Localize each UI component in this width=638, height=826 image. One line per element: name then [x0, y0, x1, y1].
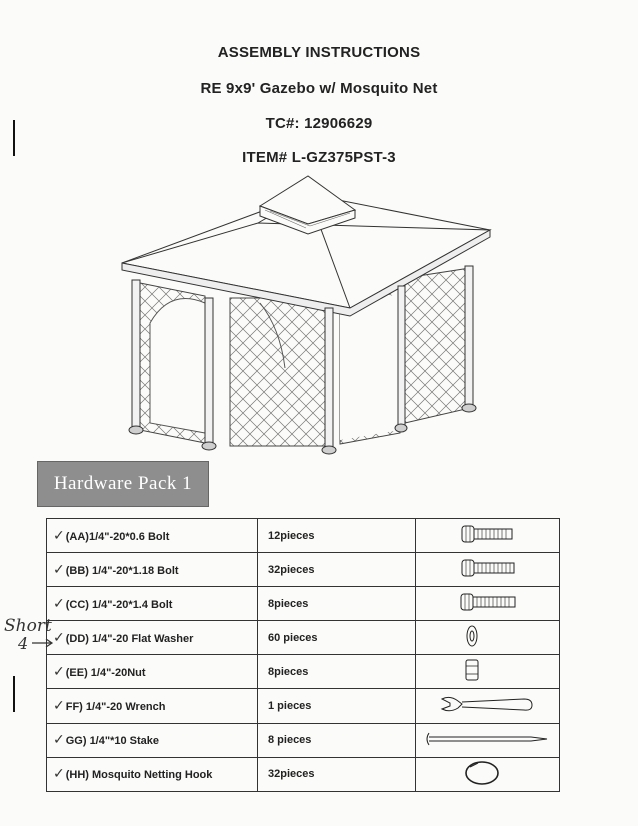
- margin-mark-top: [13, 120, 15, 156]
- medium-bolt-icon: [458, 557, 518, 579]
- stake-icon: [423, 727, 553, 751]
- gazebo-illustration: [110, 168, 500, 458]
- document-title: ASSEMBLY INSTRUCTIONS: [217, 44, 421, 61]
- hardware-pack-tab: Hardware Pack 1: [37, 461, 209, 507]
- part-quantity: 12pieces: [258, 519, 416, 553]
- table-row: [47, 621, 560, 655]
- arrow-icon: [30, 636, 54, 650]
- tc-number: TC#: 12906629: [265, 115, 373, 132]
- netting-hook-icon: [458, 759, 518, 787]
- wrench-icon: [438, 693, 538, 717]
- handwritten-note-line2: 4: [18, 634, 29, 653]
- hex-nut-icon: [458, 658, 518, 682]
- part-name: (EE) 1/4"-20Nut: [65, 666, 146, 679]
- short-bolt-icon: [458, 523, 518, 545]
- check-mark-icon: ✓: [53, 595, 65, 612]
- product-name: RE 9x9' Gazebo w/ Mosquito Net: [200, 80, 438, 97]
- part-name: (AA)1/4"-20*0.6 Bolt: [65, 530, 170, 543]
- part-name: (DD) 1/4"-20 Flat Washer: [65, 632, 194, 645]
- hardware-table: [46, 518, 560, 792]
- check-mark-icon: ✓: [53, 629, 65, 646]
- part-name: GG) 1/4"*10 Stake: [65, 735, 159, 748]
- part-quantity: 60 pieces: [258, 621, 416, 655]
- part-name: (CC) 1/4"-20*1.4 Bolt: [65, 598, 173, 611]
- part-quantity: 32pieces: [258, 553, 416, 587]
- check-mark-icon: ✓: [53, 766, 65, 783]
- table-row: [47, 723, 560, 757]
- part-quantity: 8pieces: [258, 655, 416, 689]
- table-row: [47, 655, 560, 689]
- table-row: [47, 587, 560, 621]
- part-name: FF) 1/4"-20 Wrench: [65, 701, 166, 714]
- part-quantity: 8 pieces: [258, 723, 416, 757]
- long-bolt-icon: [458, 591, 518, 613]
- part-quantity: 32pieces: [258, 757, 416, 791]
- check-mark-icon: ✓: [53, 527, 65, 544]
- item-number: ITEM# L-GZ375PST-3: [242, 149, 396, 166]
- table-row: [47, 519, 560, 553]
- part-name: (BB) 1/4"-20*1.18 Bolt: [65, 564, 179, 577]
- part-name: (HH) Mosquito Netting Hook: [65, 769, 213, 782]
- check-mark-icon: ✓: [53, 663, 65, 680]
- part-quantity: 8pieces: [258, 587, 416, 621]
- table-row: [47, 689, 560, 723]
- check-mark-icon: ✓: [53, 732, 65, 749]
- check-mark-icon: ✓: [53, 561, 65, 578]
- check-mark-icon: ✓: [53, 698, 65, 715]
- margin-mark-bottom: [13, 676, 15, 712]
- table-row: [47, 757, 560, 791]
- table-row: [47, 553, 560, 587]
- flat-washer-icon: [458, 624, 518, 648]
- part-quantity: 1 pieces: [258, 689, 416, 723]
- handwritten-note-line1: Short: [4, 616, 52, 636]
